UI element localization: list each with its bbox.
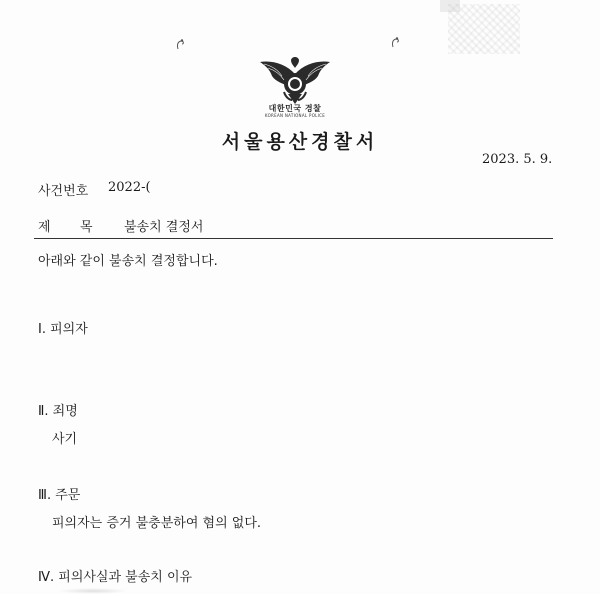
org-name-english: KOREAN NATIONAL POLICE: [264, 113, 326, 118]
section-heading-disposition: Ⅲ. 주문: [38, 488, 81, 503]
header-divider: [34, 238, 553, 239]
case-number-label: 사건번호: [38, 184, 89, 199]
subject-label-part-1: 제: [38, 220, 51, 235]
org-name-korean: 대한민국 경찰: [268, 104, 322, 113]
subject-label-part-2: 목: [80, 220, 93, 235]
police-eagle-emblem-icon: [258, 54, 332, 106]
subject-value: 불송치 결정서: [124, 220, 204, 235]
section-heading-charge: Ⅱ. 죄명: [38, 404, 78, 419]
document-date: 2023. 5. 9.: [482, 152, 553, 167]
case-number-value: 2022-(: [108, 180, 151, 195]
document-title: 서울용산경찰서: [221, 131, 379, 153]
scan-stamp-artifact-small: [440, 0, 460, 12]
section-heading-suspect: Ⅰ. 피의자: [38, 322, 88, 337]
intro-text: 아래와 같이 불송치 결정합니다.: [38, 254, 218, 269]
punch-hole-icon: [391, 36, 401, 48]
section-content-charge: 사기: [52, 432, 78, 447]
punch-hole-icon: [176, 38, 186, 50]
section-content-disposition: 피의자는 증거 불충분하여 혐의 없다.: [52, 516, 262, 531]
scan-smudge-artifact: [58, 588, 128, 594]
section-heading-facts-and-reasons: Ⅳ. 피의사실과 불송치 이유: [38, 570, 193, 585]
